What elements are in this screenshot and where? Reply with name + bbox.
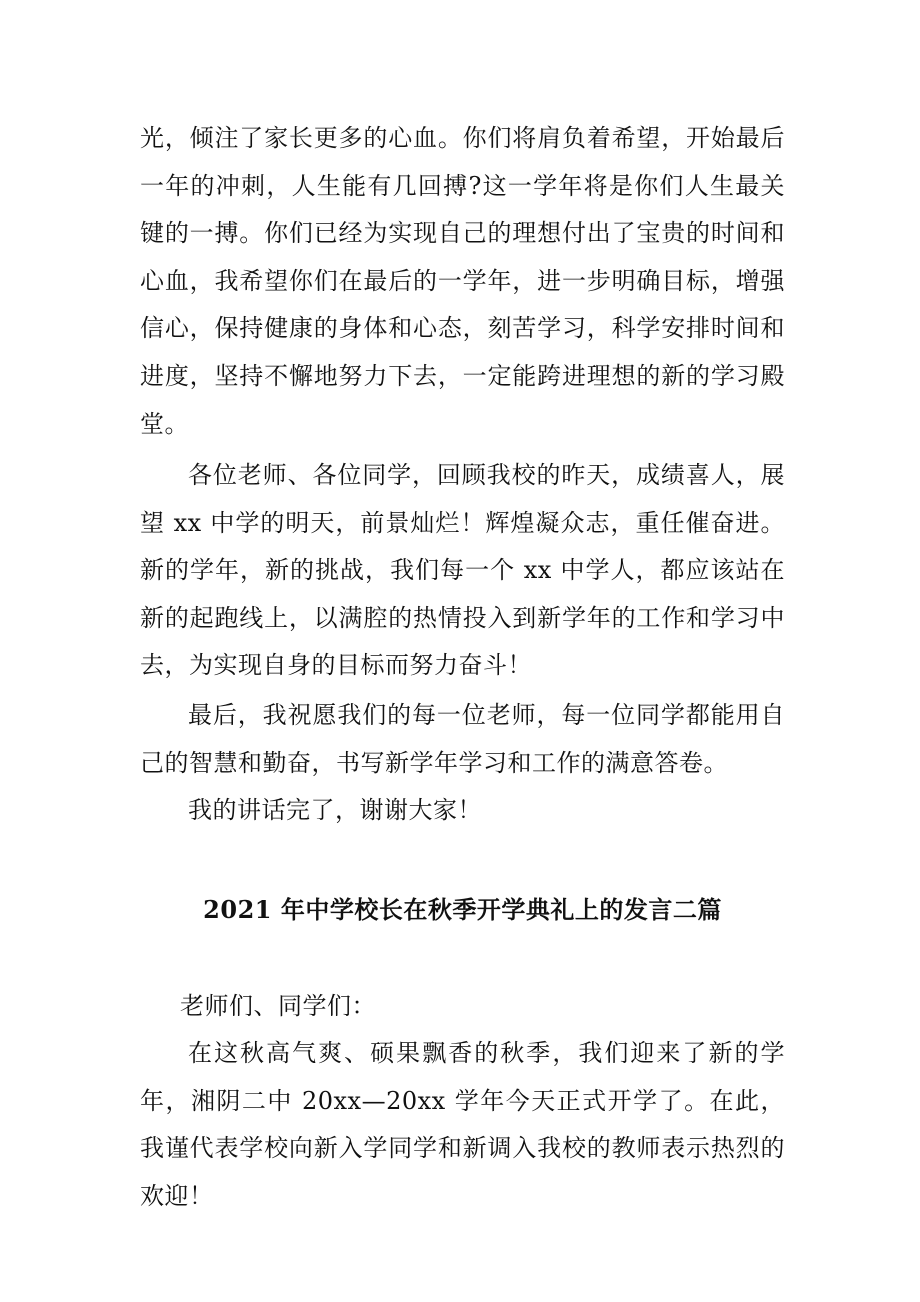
salutation: 老师们、同学们：: [180, 992, 376, 1020]
paragraph-continuation: 光，倾注了家长更多的心血。你们将肩负着希望，开始最后一年的冲刺，人生能有几回搏?这一学年将是你们人生最关键的一搏。你们已经为实现自己的理想付出了宝贵的时间和心血，我希望你们在最后的一学年，进一步明确目标，增强信心，保持健康的身体和心态，刻苦学习，科学安排时间和进度，坚持不懈地努力下去，一定能跨进理想的新的学习殿堂。: [140, 124, 785, 438]
section-title: 2021 年中学校长在秋季开学典礼上的发言二篇: [203, 895, 722, 924]
paragraph-closing: 我的讲话完了，谢谢大家！: [188, 796, 482, 824]
paragraph-opening: 在这秋高气爽、硕果飘香的秋季，我们迎来了新的学年，湘阴二中 20xx—20xx 学年今天正式开学了。在此，我谨代表学校向新入学同学和新调入我校的教师表示热烈的欢迎！: [140, 1039, 785, 1210]
paragraph-wishes: 最后，我祝愿我们的每一位老师，每一位同学都能用自己的智慧和勤奋，书写新学年学习和工作的满意答卷。: [140, 701, 785, 777]
paragraph-review: 各位老师、各位同学，回顾我校的昨天，成绩喜人，展望 xx 中学的明天，前景灿烂！辉煌凝众志，重任催奋进。新的学年，新的挑战，我们每一个 xx 中学人，都应该站在新的起跑线上，以满腔的热情投入到新学年的工作和学习中去，为实现自身的目标而努力奋斗！: [140, 461, 785, 680]
